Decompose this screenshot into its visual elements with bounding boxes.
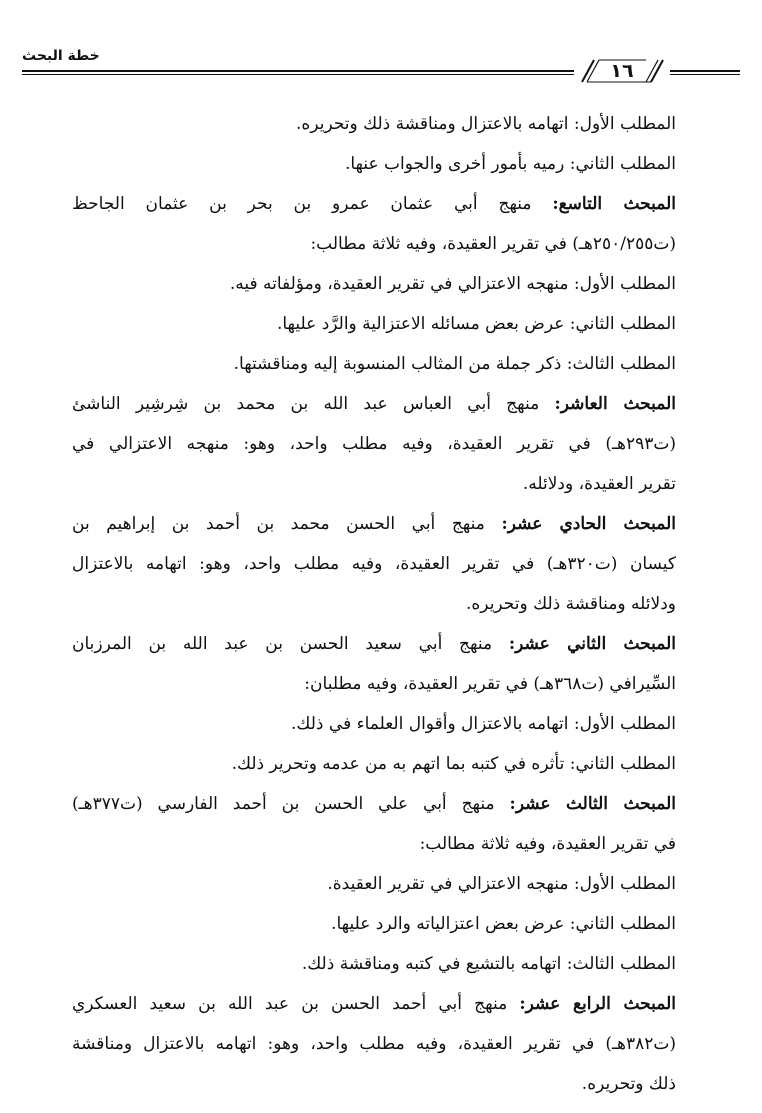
continuation-line bbox=[72, 424, 676, 464]
line-text: المطلب الأول: اتهامه بالاعتزال ومناقشة ذلك وتحريره. bbox=[296, 114, 676, 134]
section-label: المبحث الرابع عشر: bbox=[519, 994, 676, 1014]
subsection-line bbox=[72, 104, 676, 144]
line-text: ودلائله ومناقشة ذلك وتحريره. bbox=[466, 594, 676, 614]
subsection-line bbox=[72, 344, 676, 384]
section-heading-line bbox=[72, 624, 676, 664]
line-text: المطلب الثاني: تأثره في كتبه بما اتهم به من عدمه وتحرير ذلك. bbox=[231, 754, 676, 774]
line-text: المطلب الأول: منهجه الاعتزالي في تقرير العقيدة، ومؤلفاته فيه. bbox=[229, 274, 676, 294]
line-text: (ت٣٨٢هـ) في تقرير العقيدة، وفيه مطلب واحد، وهو: اتهامه بالاعتزال ومناقشة bbox=[72, 1034, 676, 1054]
line-text: (ت٢٥٠/٢٥٥هـ) في تقرير العقيدة، وفيه ثلاثة مطالب: bbox=[310, 234, 676, 254]
line-text: منهج أبي أحمد الحسن بن عبد الله بن سعيد العسكري bbox=[72, 994, 520, 1014]
subsection-line bbox=[72, 744, 676, 784]
line-text: المطلب الأول: اتهامه بالاعتزال وأقوال العلماء في ذلك. bbox=[291, 714, 676, 734]
line-text: السِّيرافي (ت٣٦٨هـ) في تقرير العقيدة، وفيه مطلبان: bbox=[304, 674, 676, 694]
continuation-line bbox=[72, 1064, 676, 1104]
section-label: المبحث العاشر: bbox=[554, 394, 676, 414]
page-number: ١٦ bbox=[610, 60, 634, 82]
section-heading-line bbox=[72, 384, 676, 424]
continuation-line bbox=[72, 224, 676, 264]
section-heading-line bbox=[72, 984, 676, 1024]
line-text: منهج أبي الحسن محمد بن أحمد بن إبراهيم بن bbox=[72, 514, 502, 534]
continuation-line bbox=[72, 664, 676, 704]
line-text: المطلب الأول: منهجه الاعتزالي في تقرير العقيدة. bbox=[327, 874, 676, 894]
continuation-line bbox=[72, 544, 676, 584]
line-text: ذلك وتحريره. bbox=[581, 1074, 676, 1094]
section-label: المبحث التاسع: bbox=[552, 194, 676, 214]
line-text: تقرير العقيدة، ودلائله. bbox=[522, 474, 676, 494]
line-text: (ت٢٩٣هـ) في تقرير العقيدة، وفيه مطلب واحد، وهو: منهجه الاعتزالي في bbox=[72, 434, 676, 454]
subsection-line bbox=[72, 704, 676, 744]
line-text: منهج أبي سعيد الحسن بن عبد الله بن المرزبان bbox=[72, 634, 509, 654]
section-heading-line bbox=[72, 784, 676, 824]
subsection-line bbox=[72, 304, 676, 344]
line-text: منهج أبي عثمان عمرو بن بحر بن عثمان الجاحظ bbox=[72, 194, 553, 214]
continuation-line bbox=[72, 464, 676, 504]
running-header-title: خطة البحث bbox=[22, 48, 100, 64]
section-label: المبحث الثالث عشر: bbox=[509, 794, 676, 814]
line-text: المطلب الثاني: عرض بعض اعتزالياته والرد عليها. bbox=[331, 914, 676, 934]
line-text: المطلب الثاني: عرض بعض مسائله الاعتزالية والرَّد عليها. bbox=[276, 314, 676, 334]
section-heading-line bbox=[72, 504, 676, 544]
line-text: في تقرير العقيدة، وفيه ثلاثة مطالب: bbox=[419, 834, 676, 854]
line-text: المطلب الثاني: رميه بأمور أخرى والجواب عنها. bbox=[344, 154, 676, 174]
continuation-line bbox=[72, 1024, 676, 1064]
section-label: المبحث الثاني عشر: bbox=[508, 634, 676, 654]
line-text: منهج أبي علي الحسن بن أحمد الفارسي (ت٣٧٧هـ) bbox=[72, 794, 510, 814]
line-text: المطلب الثالث: ذكر جملة من المثالب المنسوبة إليه ومناقشتها. bbox=[233, 354, 676, 374]
page-number-frame bbox=[574, 58, 670, 84]
subsection-line bbox=[72, 944, 676, 984]
subsection-line bbox=[72, 864, 676, 904]
continuation-line bbox=[72, 824, 676, 864]
subsection-line bbox=[72, 144, 676, 184]
section-label: المبحث الحادي عشر: bbox=[501, 514, 676, 534]
outline-body bbox=[72, 104, 676, 1104]
subsection-line bbox=[72, 904, 676, 944]
line-text: المطلب الثالث: اتهامه بالتشيع في كتبه ومناقشة ذلك. bbox=[301, 954, 676, 974]
section-heading-line bbox=[72, 184, 676, 224]
subsection-line bbox=[72, 264, 676, 304]
line-text: منهج أبي العباس عبد الله بن محمد بن شِرشِير الناشئ bbox=[72, 394, 555, 414]
line-text: كيسان (ت٣٢٠هـ) في تقرير العقيدة، وفيه مطلب واحد، وهو: اتهامه بالاعتزال bbox=[72, 554, 676, 574]
continuation-line bbox=[72, 584, 676, 624]
